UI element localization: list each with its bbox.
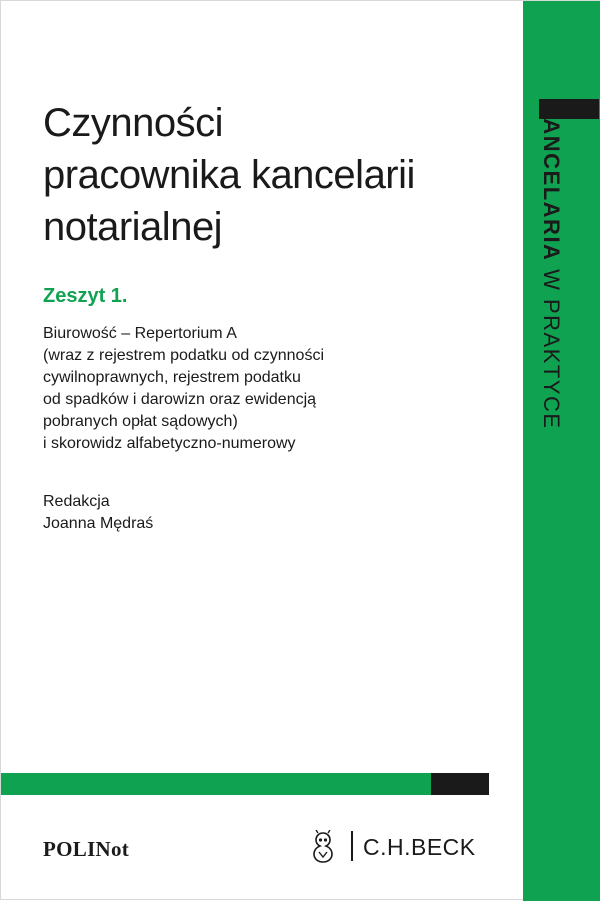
beck-owl-emblem-icon	[308, 830, 338, 864]
beck-logo: C.H.BECK	[363, 834, 476, 860]
subtitle-line-4: od spadków i darowizn oraz ewidencją	[43, 391, 317, 408]
book-subtitle	[43, 323, 443, 455]
editor-name: Joanna Mędraś	[43, 515, 154, 532]
polinot-logo: POLINot	[43, 837, 130, 861]
green-rule	[1, 773, 431, 795]
black-rule	[431, 773, 489, 795]
series-name-light: W PRAKTYCE	[539, 269, 564, 430]
subtitle-line-6: i skorowidz alfabetyczno-numerowy	[43, 435, 296, 452]
editor-block	[43, 491, 153, 535]
title-line-1: Czynności	[43, 101, 224, 145]
subtitle-line-1: Biurowość – Repertorium A	[43, 325, 237, 342]
subtitle-line-3: cywilnoprawnych, rejestrem podatku	[43, 369, 301, 386]
subtitle-line-2: (wraz z rejestrem podatku od czynności	[43, 347, 324, 364]
editor-label: Redakcja	[43, 493, 110, 510]
series-name	[538, 101, 564, 430]
volume-label: Zeszyt 1.	[43, 285, 128, 307]
publisher-divider	[351, 831, 353, 861]
subtitle-line-5: pobranych opłat sądowych)	[43, 413, 238, 430]
title-line-2: pracownika kancelarii	[43, 153, 415, 197]
title-line-3: notarialnej	[43, 205, 223, 249]
book-title	[43, 97, 513, 253]
series-name-strong: KANCELARIA	[539, 101, 564, 262]
